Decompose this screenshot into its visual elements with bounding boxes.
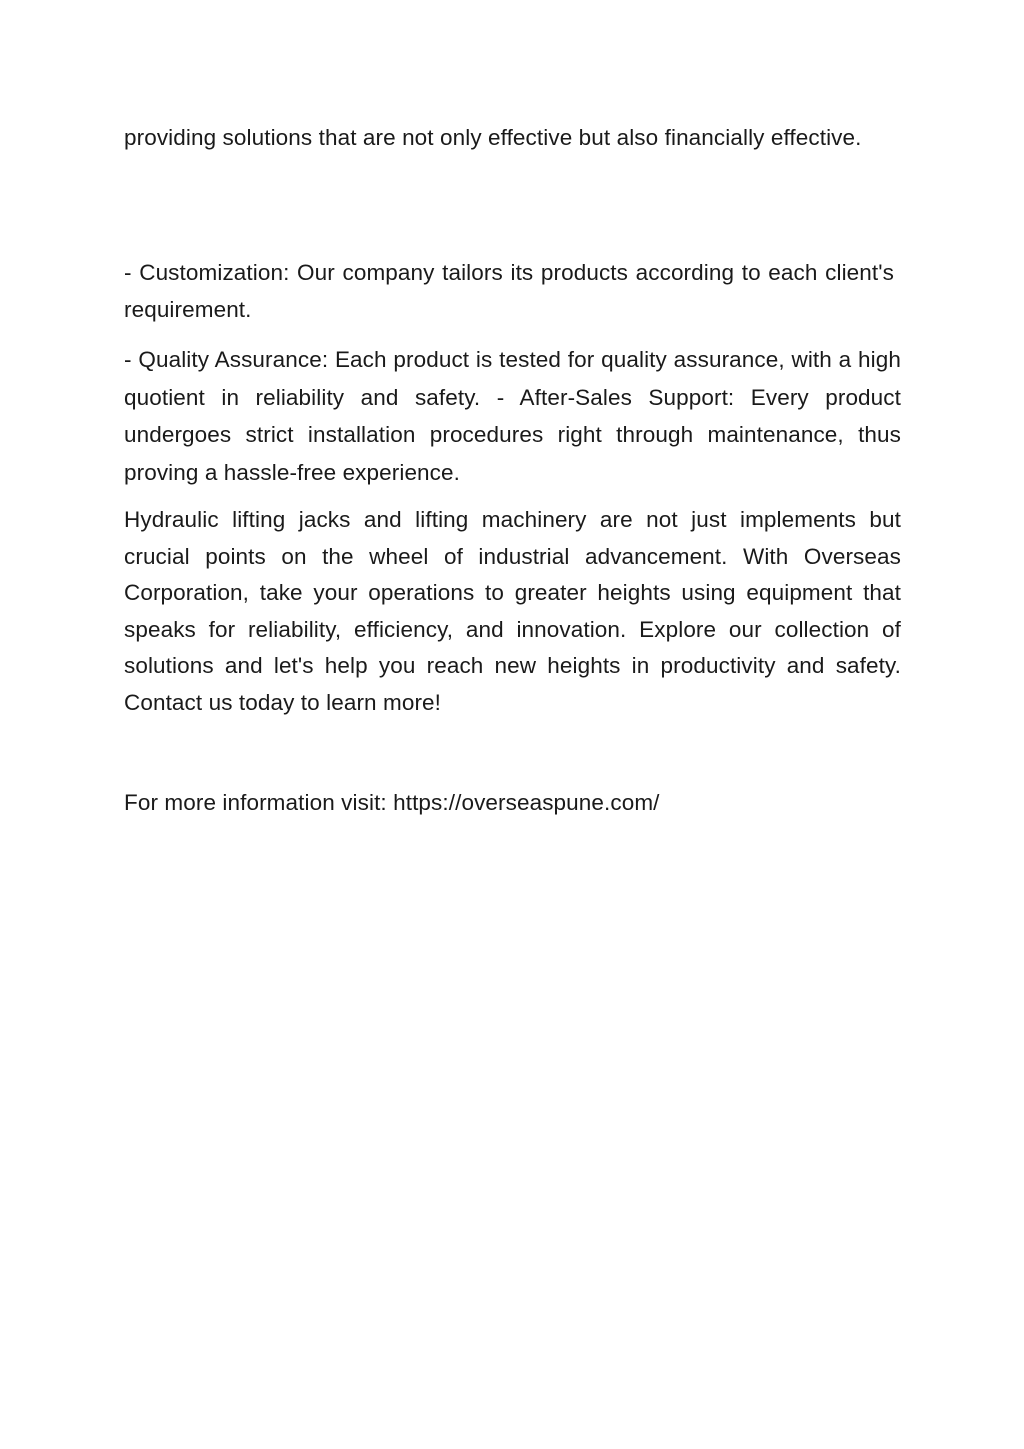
paragraph-conclusion: Hydraulic lifting jacks and lifting machinery are not just implements but crucial points on the wheel of industrial advancement. With Overseas Corporation, take your operations to greater heights using equipment that speaks for reliability, efficiency, and innovation. Explore our collection of solutions and let's help you reach new heights in productivity and safety. Contact us today to learn more! [124, 507, 901, 715]
more-info-link-line: For more information visit: https://overseaspune.com/ [124, 790, 660, 815]
paragraph-customization: - Customization: Our company tailors its products according to each client's requirement. [124, 260, 894, 322]
paragraph-cost-effective: providing solutions that are not only effective but also financially effective. [124, 125, 862, 150]
paragraph-quality-support: - Quality Assurance: Each product is tested for quality assurance, with a high quotient in reliability and safety. - After-Sales Support: Every product undergoes strict installation procedures right through maintenance, thus proving a hassle-free experience. [124, 347, 901, 485]
